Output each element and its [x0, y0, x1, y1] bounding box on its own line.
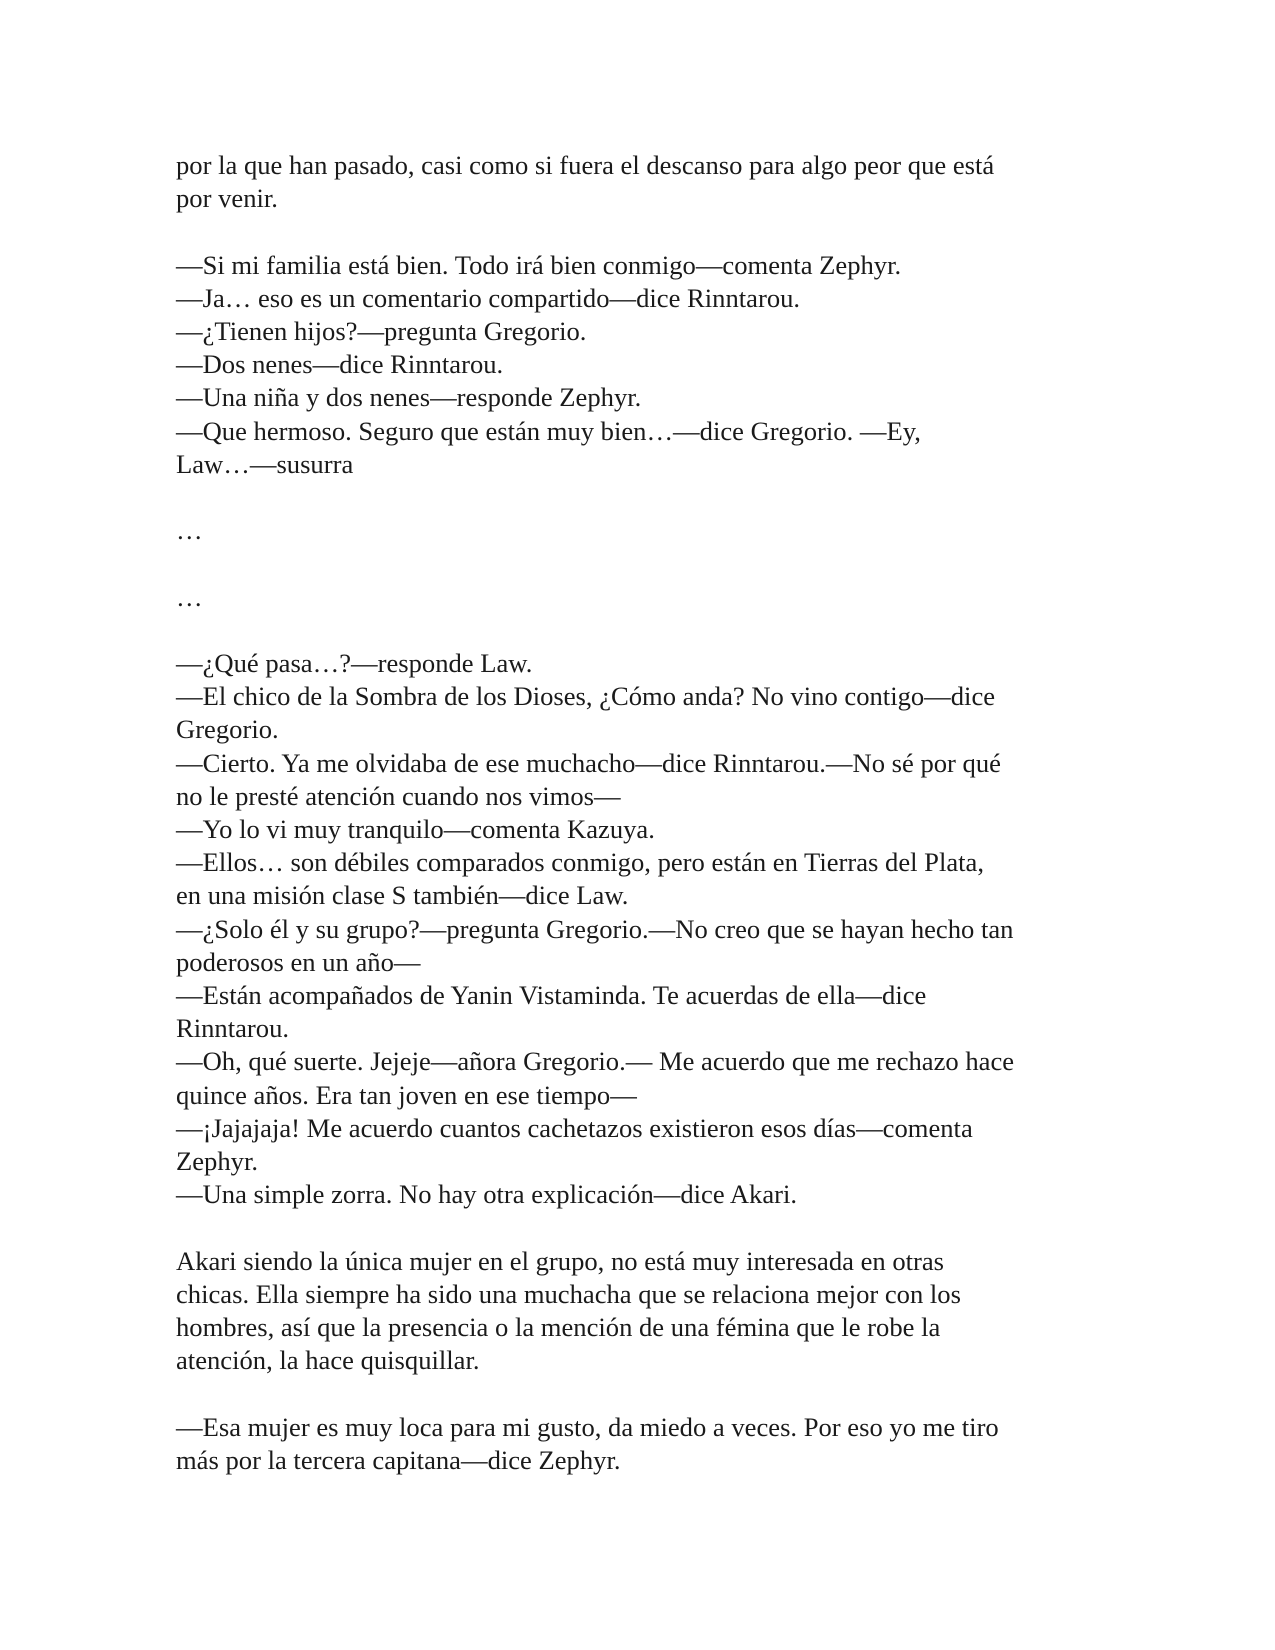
- text-line: chicas. Ella siempre ha sido una muchacha que se relaciona mejor con los: [176, 1278, 961, 1309]
- text-line: no le presté atención cuando nos vimos—: [176, 780, 621, 811]
- text-line: —Ellos… son débiles comparados conmigo, pero están en Tierras del Plata,: [176, 847, 985, 878]
- text-line: más por la tercera capitana—dice Zephyr.: [176, 1444, 621, 1475]
- text-line: Akari siendo la única mujer en el grupo, no está muy interesada en otras: [176, 1245, 945, 1276]
- text-line: quince años. Era tan joven en ese tiempo—: [176, 1079, 637, 1110]
- text-line: —Una niña y dos nenes—responde Zephyr.: [176, 382, 642, 413]
- text-line: hombres, así que la presencia o la mención de una fémina que le robe la: [176, 1312, 941, 1343]
- paragraph: [176, 149, 1096, 215]
- text-line: por la que han pasado, casi como si fuera el descanso para algo peor que está: [176, 150, 995, 180]
- text-line: Gregorio.: [176, 714, 279, 745]
- paragraph: [176, 1245, 1096, 1378]
- text-line: Rinntarou.: [176, 1013, 290, 1044]
- text-line: poderosos en un año—: [176, 946, 421, 977]
- text-line: —Yo lo vi muy tranquilo—comenta Kazuya.: [176, 814, 655, 844]
- paragraph: [176, 1411, 1096, 1477]
- text-line: —Dos nenes—dice Rinntarou.: [176, 349, 504, 380]
- text-line: —¿Tienen hijos?—pregunta Gregorio.: [176, 316, 587, 346]
- document-body-text: [176, 149, 1096, 1477]
- text-line: en una misión clase S también—dice Law.: [176, 880, 629, 911]
- text-line: —Ja… eso es un comentario compartido—dice Rinntarou.: [176, 282, 801, 313]
- text-line: atención, la hace quisquillar.: [176, 1345, 480, 1376]
- text-line: —Están acompañados de Yanin Vistaminda. Te acuerdas de ella—dice: [176, 980, 927, 1011]
- text-line: —¿Qué pasa…?—responde Law.: [176, 647, 533, 678]
- text-line: —Una simple zorra. No hay otra explicación—dice Akari.: [176, 1179, 798, 1210]
- text-line: por venir.: [176, 183, 278, 214]
- text-line: Zephyr.: [176, 1146, 258, 1177]
- text-line: —Si mi familia está bien. Todo irá bien conmigo—comenta Zephyr.: [176, 249, 902, 280]
- text-line: —Que hermoso. Seguro que están muy bien…—dice Gregorio. —Ey,: [176, 415, 921, 446]
- paragraph: [176, 249, 1096, 481]
- paragraph: [176, 514, 1096, 547]
- text-line: —Esa mujer es muy loca para mi gusto, da miedo a veces. Por eso yo me tiro: [176, 1411, 999, 1442]
- text-line: …: [176, 515, 203, 546]
- text-line: —¡Jajajaja! Me acuerdo cuantos cachetazos existieron esos días—comenta: [176, 1112, 973, 1143]
- text-line: —¿Solo él y su grupo?—pregunta Gregorio.—No creo que se hayan hecho tan: [176, 913, 1014, 944]
- paragraph: [176, 581, 1096, 614]
- text-line: —Oh, qué suerte. Jejeje—añora Gregorio.— Me acuerdo que me rechazo hace: [176, 1046, 1015, 1077]
- text-line: Law…—susurra: [176, 448, 354, 479]
- paragraph: [176, 647, 1096, 1211]
- text-line: —Cierto. Ya me olvidaba de ese muchacho—dice Rinntarou.—No sé por qué: [176, 747, 1001, 778]
- text-line: —El chico de la Sombra de los Dioses, ¿Cómo anda? No vino contigo—dice: [176, 681, 996, 712]
- text-line: …: [176, 581, 203, 612]
